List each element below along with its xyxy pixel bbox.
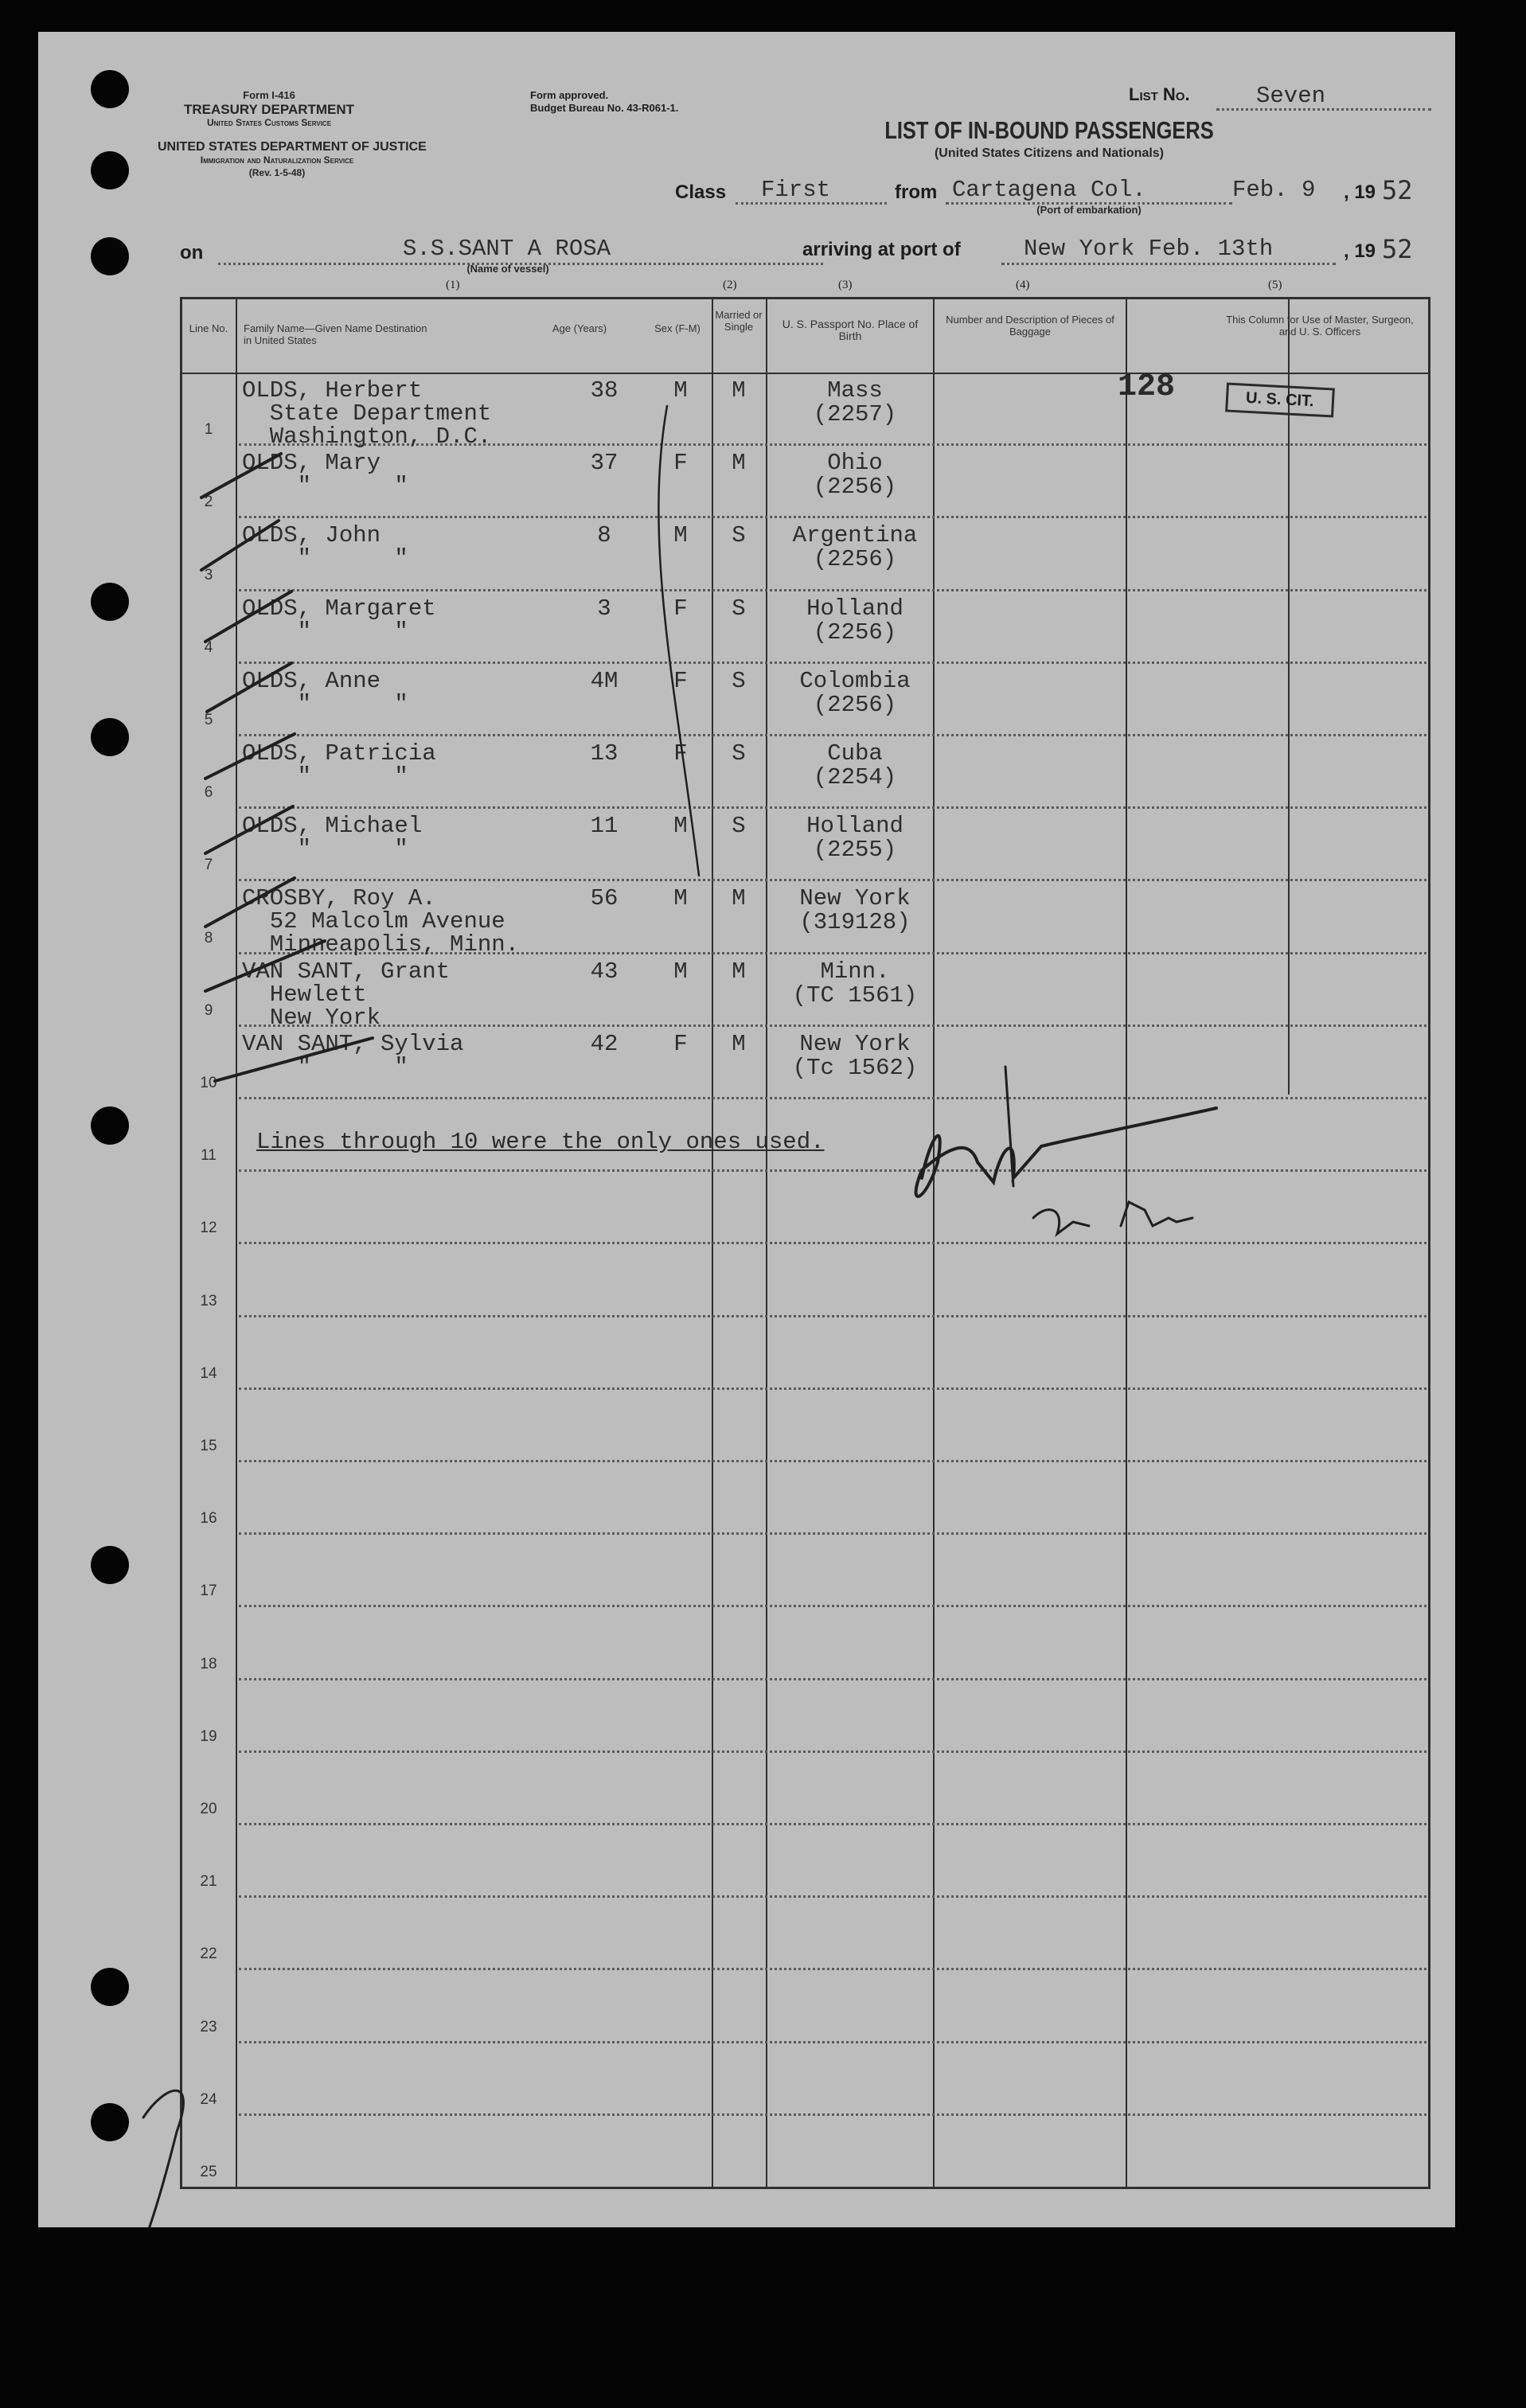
sailing-year: 52 <box>1382 175 1413 205</box>
class-value: First <box>761 177 831 203</box>
manifest-sheet <box>38 32 1455 2227</box>
passenger-marital-status: S <box>732 740 746 767</box>
form-approved: Form approved. <box>530 89 609 101</box>
arrival-port: New York Feb. 13th <box>1024 236 1274 262</box>
customs-service: United States Customs Service <box>206 117 332 128</box>
list-no-label: List No. <box>1129 84 1190 104</box>
passenger-name-line: " " <box>242 473 408 500</box>
header-age: Age (Years) <box>552 322 607 334</box>
arrival-year: 52 <box>1382 234 1413 264</box>
footnote: Lines through 10 were the only ones used. <box>256 1129 825 1155</box>
passenger-marital-status: S <box>732 522 746 549</box>
line-number: 23 <box>200 2018 217 2035</box>
checkmark <box>205 806 293 853</box>
passenger-sex: F <box>673 1030 688 1057</box>
passenger-name-line: OLDS, Mary <box>242 450 381 477</box>
passenger-birthplace-line: Colombia <box>799 667 911 694</box>
passenger-sex: M <box>673 813 688 840</box>
passenger-sex: F <box>673 740 688 767</box>
passenger-marital-status: M <box>732 377 746 404</box>
col-number-1: (1) <box>446 279 460 291</box>
col-number-4: (4) <box>1016 279 1030 291</box>
line-number: 3 <box>204 566 213 583</box>
passenger-birthplace-line: (2254) <box>813 764 897 790</box>
passenger-birthplace-line: Ohio <box>827 450 883 477</box>
passenger-name-line: VAN SANT, Sylvia <box>242 1030 464 1057</box>
checkmark <box>201 521 279 570</box>
passenger-age: 37 <box>590 450 619 477</box>
passenger-birthplace-line: Holland <box>806 595 904 622</box>
passenger-name-line: Washington, D.C. <box>242 423 492 450</box>
passenger-sex: M <box>673 522 688 549</box>
justice-department: UNITED STATES DEPARTMENT OF JUSTICE <box>158 140 427 154</box>
checkmark <box>201 454 281 498</box>
line-number: 15 <box>200 1438 217 1454</box>
list-number: Seven <box>1256 83 1326 109</box>
passenger-marital-status: M <box>732 1030 746 1057</box>
line-number: 17 <box>200 1583 217 1600</box>
checkmark <box>205 941 325 991</box>
signature-stroke <box>1005 1067 1013 1186</box>
line-number: 13 <box>200 1292 217 1309</box>
passenger-name-line: OLDS, Michael <box>242 813 423 840</box>
vertical-pencil-stroke <box>658 406 699 876</box>
line-number: 16 <box>200 1510 217 1528</box>
passenger-marital-status: M <box>732 958 746 985</box>
checkmark <box>205 878 295 927</box>
passenger-birthplace-line: New York <box>799 885 911 912</box>
passenger-age: 3 <box>597 595 611 622</box>
passenger-birthplace-line: (2257) <box>813 401 897 427</box>
passenger-name-line: " " <box>242 690 408 717</box>
passenger-birthplace-line: Argentina <box>792 522 918 549</box>
passenger-name-line: OLDS, Herbert <box>242 377 423 404</box>
passenger-marital-status: S <box>732 813 746 840</box>
passenger-birthplace-line: (2256) <box>813 691 897 718</box>
passenger-name-line: New York <box>242 1004 381 1031</box>
year-prefix: , 19 <box>1344 181 1376 203</box>
passenger-age: 11 <box>590 813 619 840</box>
passenger-name-line: Minneapolis, Minn. <box>242 931 520 958</box>
passenger-birthplace-line: (2255) <box>813 837 897 864</box>
budget-bureau: Budget Bureau No. 43-R061-1. <box>530 102 679 114</box>
passenger-name-line: CROSBY, Roy A. <box>242 885 436 912</box>
form-number: Form I-416 <box>243 89 295 101</box>
vessel-caption: (Name of vessel) <box>466 263 549 275</box>
line-number: 11 <box>201 1147 217 1165</box>
header-baggage: Number and Description of Pieces of Baggage <box>946 314 1114 338</box>
margin-pencil-stroke <box>140 2090 183 2227</box>
line-number: 21 <box>200 1873 217 1891</box>
us-citizen-stamp: U. S. CIT. <box>1225 382 1334 417</box>
line-number: 20 <box>200 1801 217 1817</box>
passenger-name-line: Hewlett <box>242 981 367 1008</box>
passenger-birthplace-line: (2256) <box>813 619 897 646</box>
passenger-sex: F <box>673 667 688 694</box>
passenger-birthplace-line: Cuba <box>827 740 883 767</box>
line-number: 18 <box>200 1655 217 1672</box>
arriving-label: arriving at port of <box>802 239 961 260</box>
form-revision: (Rev. 1-5-48) <box>248 167 306 178</box>
line-number: 19 <box>200 1727 217 1745</box>
line-number: 9 <box>204 1001 213 1019</box>
passenger-name-line: " " <box>242 763 408 790</box>
checkmark <box>205 734 295 779</box>
line-number: 6 <box>204 784 213 802</box>
col-number-3: (3) <box>838 279 853 291</box>
passenger-birthplace-line: Mass <box>827 377 883 404</box>
passenger-sex: M <box>673 885 688 912</box>
col-number-5: (5) <box>1268 279 1282 291</box>
header-passport: U. S. Passport No. Place of Birth <box>782 318 919 342</box>
line-number: 24 <box>200 2090 217 2108</box>
line-number: 12 <box>200 1220 217 1237</box>
line-number: 2 <box>204 494 213 511</box>
passenger-sex: F <box>673 450 688 477</box>
passenger-age: 4M <box>590 667 619 694</box>
checkmark <box>205 591 291 642</box>
header-officers: This Column for Use of Master, Surgeon, and U. S. Officers <box>1226 314 1414 338</box>
line-number: 4 <box>204 638 213 656</box>
initials <box>1121 1202 1192 1226</box>
passenger-name-line: OLDS, Margaret <box>242 595 436 622</box>
passenger-marital-status: M <box>732 885 746 912</box>
passenger-birthplace-line: (319128) <box>799 909 911 936</box>
header-line-no: Line No. <box>189 322 228 334</box>
passenger-name-line: " " <box>242 618 408 645</box>
passenger-age: 43 <box>590 958 619 985</box>
col-number-2: (2) <box>723 279 737 291</box>
passenger-age: 38 <box>590 377 619 404</box>
line-number: 7 <box>204 857 213 874</box>
passenger-name-line: State Department <box>242 400 492 427</box>
embarkation-port: Cartagena Col. <box>952 177 1146 203</box>
signature <box>916 1108 1216 1196</box>
line-number: 5 <box>204 712 213 728</box>
passenger-sex: M <box>673 377 688 404</box>
page-subtitle: (United States Citizens and Nationals) <box>934 146 1165 160</box>
passenger-sex: F <box>673 595 688 622</box>
on-label: on <box>180 242 204 263</box>
line-number: 22 <box>200 1946 217 1963</box>
passenger-marital-status: S <box>732 667 746 694</box>
passenger-age: 42 <box>590 1030 619 1057</box>
line-number: 1 <box>204 421 213 439</box>
line-number: 8 <box>204 929 213 946</box>
line-number: 14 <box>200 1364 217 1382</box>
passenger-name-line: " " <box>242 836 408 863</box>
passenger-marital-status: S <box>732 595 746 622</box>
passenger-age: 8 <box>597 522 611 549</box>
handwriting-layer <box>38 32 1455 2227</box>
passenger-birthplace-line: Minn. <box>820 958 890 985</box>
passenger-name-line: 52 Malcolm Avenue <box>242 908 505 935</box>
port-caption: (Port of embarkation) <box>1036 204 1142 216</box>
header-married: Married or Single <box>715 309 763 333</box>
passenger-birthplace-line: (TC 1561) <box>792 982 918 1009</box>
from-label: from <box>895 181 938 203</box>
baggage-count: 128 <box>1118 369 1176 405</box>
passenger-name-line: " " <box>242 1053 408 1080</box>
vessel-name: S.S.SANT A ROSA <box>403 236 611 262</box>
passenger-birthplace-line: (2256) <box>813 546 897 573</box>
passenger-birthplace-line: New York <box>799 1030 911 1057</box>
passenger-birthplace-line: Holland <box>806 813 904 840</box>
sailing-date: Feb. 9 <box>1232 177 1316 203</box>
passenger-birthplace-line: (2256) <box>813 474 897 501</box>
passenger-birthplace-line: (Tc 1562) <box>792 1054 918 1081</box>
page-title: LIST OF IN-BOUND PASSENGERS <box>884 116 1214 144</box>
header-name: Family Name—Given Name Destination in United States <box>244 322 427 346</box>
passenger-sex: M <box>673 958 688 985</box>
passenger-name-line: OLDS, Anne <box>242 667 381 694</box>
immigration-service: Immigration and Naturalization Service <box>200 154 354 166</box>
initials <box>1033 1210 1089 1234</box>
passenger-name-line: VAN SANT, Grant <box>242 958 451 985</box>
line-number: 10 <box>200 1075 217 1091</box>
passenger-name-line: OLDS, John <box>242 522 381 549</box>
checkmark <box>207 663 291 712</box>
class-label: Class <box>675 181 727 203</box>
passenger-age: 56 <box>590 885 619 912</box>
passenger-name-line: OLDS, Patricia <box>242 740 436 767</box>
treasury-department: TREASURY DEPARTMENT <box>183 102 355 117</box>
arrival-year-prefix: , 19 <box>1344 240 1376 262</box>
line-number: 25 <box>200 2164 217 2180</box>
checkmark <box>215 1038 373 1081</box>
header-sex: Sex (F-M) <box>654 322 701 334</box>
passenger-age: 13 <box>590 740 619 767</box>
passenger-marital-status: M <box>732 450 746 477</box>
passenger-name-line: " " <box>242 545 408 572</box>
